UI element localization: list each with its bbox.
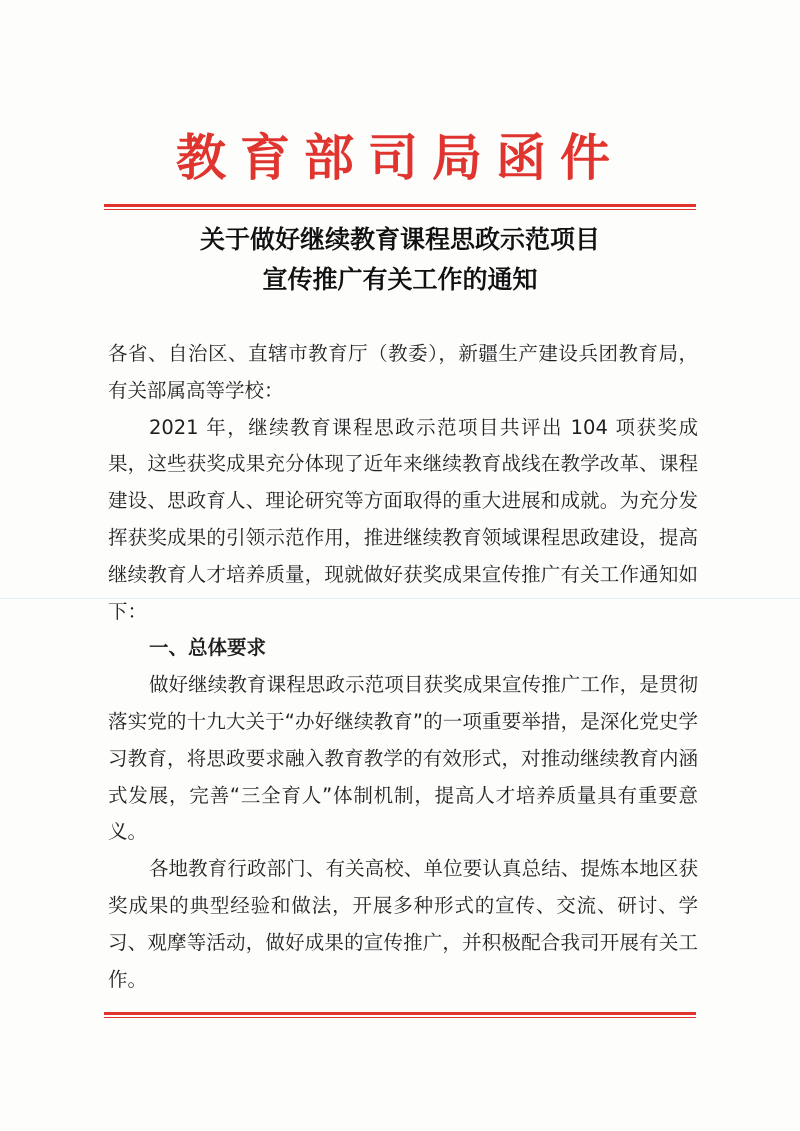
paragraph-general-requirements: 做好继续教育课程思政示范项目获奖成果宣传推广工作，是贯彻落实党的十九大关于“办好继续教育”的一项重要举措，是深化党史学习教育，将思政要求融入教育教学的有效形式，对推动继续教育内涵式发展，完善“三全育人”体制机制，提高人才培养质量具有重要意义。 — [108, 673, 698, 844]
salutation: 各省、自治区、直辖市教育厅（教委），新疆生产建设兵团教育局，有关部属高等学校： — [108, 342, 698, 402]
divider-thick-line — [104, 204, 696, 207]
divider-thin-line — [104, 209, 696, 210]
letterhead-title: 教育部司局函件 — [176, 128, 624, 187]
paragraph-intro: 2021 年，继续教育课程思政示范项目共评出 104 项获奖成果，这些获奖成果充分体现了近年来继续教育战线在教学改革、课程建设、思政育人、理论研究等方面取得的重大进展和成就。为充分发挥获奖成果的引领示范作用，推进继续教育领域课程思政建设，提高继续教育人才培养质量，现就做好获奖成果宣传推广有关工作通知如下： — [108, 415, 698, 623]
section-heading-general-requirements: 一、总体要求 — [148, 636, 266, 660]
footer-divider-thin-line — [104, 1017, 696, 1018]
document-title-line-1: 关于做好继续教育课程思政示范项目 — [199, 225, 600, 254]
document-body — [108, 336, 698, 998]
footer-divider-thick-line — [104, 1012, 696, 1015]
document-title-line-2: 宣传推广有关工作的通知 — [262, 265, 538, 294]
paragraph-local-actions: 各地教育行政部门、有关高校、单位要认真总结、提炼本地区获奖成果的典型经验和做法，开展多种形式的宣传、交流、研讨、学习、观摩等活动，做好成果的宣传推广，并积极配合我司开展有关工作。 — [108, 857, 698, 991]
